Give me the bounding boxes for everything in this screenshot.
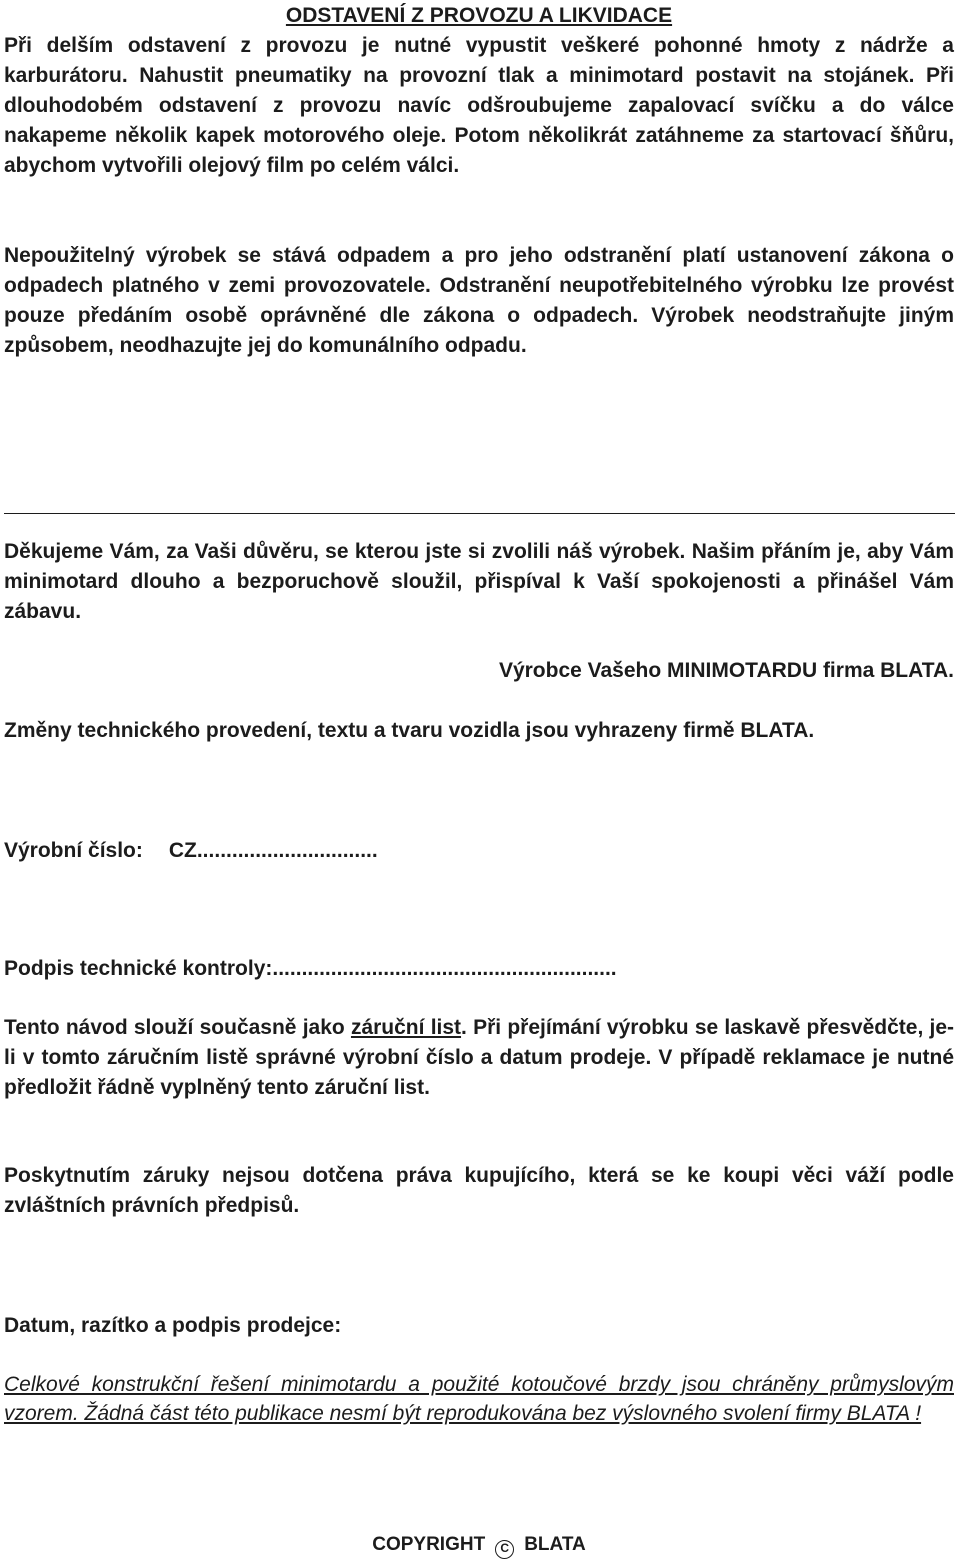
inspection-signature-dots: ........................................................... — [272, 957, 617, 980]
copyright-footer — [4, 1532, 954, 1559]
warranty-card-term: záruční list — [350, 1016, 462, 1039]
serial-number-row — [4, 836, 954, 866]
section-title: ODSTAVENÍ Z PROVOZU A LIKVIDACE — [285, 4, 673, 27]
seller-signature-label: Datum, razítko a podpis prodejce: — [4, 1314, 342, 1337]
manufacturer-line: Výrobce Vašeho MINIMOTARDU firma BLATA. — [498, 659, 954, 682]
warranty-text-rest: . Při přejímání výrobku se laskavě přesvědčte, je-li v tomto záručním listě správné výrobní číslo a datum prodeje. V případě reklamace je nutné předložit řádně vyplněný tento záruční list. — [4, 1016, 955, 1099]
inspection-signature-label: Podpis technické kontroly: — [4, 957, 273, 980]
thanks-paragraph: Děkujeme Vám, za Vaši důvěru, se kterou jste si zvolili náš výrobek. Našim přáním je, aby Vám minimotard dlouho a bezporuchově sloužil, přispíval k Vaší spokojenosti a přinášel Vám zábavu. — [4, 540, 954, 623]
separator-line — [4, 513, 955, 514]
copyright-icon: C — [495, 1540, 514, 1559]
disposal-paragraph: Nepoužitelný výrobek se stává odpadem a pro jeho odstranění platí ustanovení zákona o odpadech platného v zemi provozovatele. Odstranění neupotřebitelného výrobku lze provést pouze předáním osobě oprávněné dle zákona o odpadech. Výrobek neodstraňujte jiným způsobem, neodhazujte jej do komunálního odpadu. — [4, 244, 954, 357]
copyright-owner: BLATA — [524, 1534, 586, 1555]
design-protection-note: Celkové konstrukční řešení minimotardu a použité kotoučové brzdy jsou chráněny průmyslovým vzorem. Žádná část této publikace nesmí být reprodukována bez výslovného svolení firmy BLATA ! — [4, 1373, 954, 1425]
copyright-label: COPYRIGHT — [372, 1534, 486, 1555]
inspection-signature-row — [4, 954, 954, 984]
serial-number-label: Výrobní číslo: — [4, 839, 143, 862]
changes-paragraph: Změny technického provedení, textu a tvaru vozidla jsou vyhrazeny firmě BLATA. — [4, 719, 815, 742]
document-page — [4, 0, 954, 1557]
warranty-paragraph — [4, 1013, 954, 1103]
serial-number-value: CZ............................... — [168, 839, 378, 862]
storage-paragraph: Při delším odstavení z provozu je nutné vypustit veškeré pohonné hmoty z nádrže a karburátoru. Nahustit pneumatiky na provozní tlak a minimotard postavit na stojánek. Při dlouhodobém odstavení z provozu navíc odšroubujeme zapalovací svíčku a do válce nakapeme několik kapek motorového oleje. Potom několikrát zatáhneme za startovací šňůru, abychom vytvořili olejový film po celém válci. — [4, 34, 954, 177]
rights-paragraph: Poskytnutím záruky nejsou dotčena práva kupujícího, která se ke koupi věci váží podle zvláštních právních předpisů. — [4, 1164, 954, 1217]
warranty-text-start: Tento návod slouží současně jako — [4, 1016, 351, 1039]
